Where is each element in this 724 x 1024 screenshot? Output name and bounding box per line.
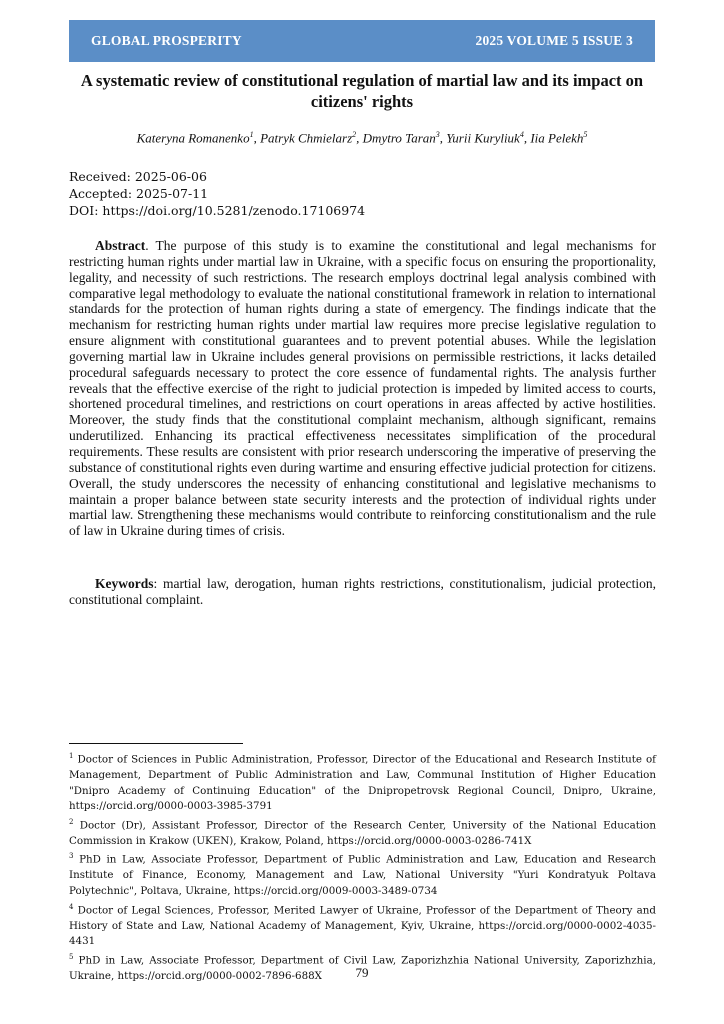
footnote-text: PhD in Law, Associate Professor, Department of Public Administration and Law, Education and Research Institute of Finance, Economy, Management and Law, National University "Yuri Kondratyuk Poltava Polytechnic", Poltava, Ukraine, https://orcid.org/0009-0003-3489-0734 xyxy=(69,853,656,898)
author-footnote-mark: 5 xyxy=(583,130,588,139)
footnote xyxy=(69,815,656,850)
footnote-text: PhD in Law, Associate Professor, Department of Civil Law, Zaporizhzhia National University, Zaporizhzhia, Ukraine, https://orcid.org/0000-0002-7896-688X xyxy=(69,954,656,982)
footnote xyxy=(69,900,656,950)
abstract-text: . The purpose of this study is to examine the constitutional and legal mechanisms for restricting human rights under martial law in Ukraine, with a specific focus on ensuring the proportionality, legality, and necessity of such restrictions. The research employs doctrinal legal analysis combined with comparative legal methodology to evaluate the national constitutional framework in relation to international standards for the protection of human rights during a state of emergency. The findings indicate that the mechanism for restricting human rights under martial law requires more precise legislative regulation to ensure alignment with constitutional guarantees and to prevent potential abuses. While the legislation governing martial law in Ukraine includes general provisions on permissible restrictions, it lacks detailed procedural safeguards necessary to protect the core essence of fundamental rights. The analysis further reveals that the effective exercise of the right to judicial protection is impeded by limited access to courts, shortened procedural timelines, and restrictions on court operations in areas affected by active hostilities. Moreover, the study finds that the constitutional complaint mechanism, although significant, remains underutilized. Enhancing its practical effectiveness necessitates simplification of the procedural requirements. These results are consistent with prior research underscoring the imperative of preserving the substance of constitutional rights even during wartime and ensuring effective judicial protection for citizens. Overall, the study underscores the necessity of enhancing constitutional and legislative mechanisms to maintain a proper balance between state security interests and the protection of individual rights under martial law. Strengthening these mechanisms would contribute to reinforcing constitutionalism and the rule of law in Ukraine during times of crisis. xyxy=(69,238,656,539)
footnotes xyxy=(69,749,656,984)
footnote-text: Doctor (Dr), Assistant Professor, Director of the Research Center, University of the National Education Commission in Krakow (UKEN), Krakow, Poland, https://orcid.org/0000-0003-0286-741X xyxy=(69,819,656,847)
author-name: Iia Pelekh xyxy=(530,130,584,146)
author-footnote-mark: 1 xyxy=(249,130,254,139)
footnote-mark: 5 xyxy=(69,952,74,961)
footnote-text: Doctor of Legal Sciences, Professor, Merited Lawyer of Ukraine, Professor of the Department of Theory and History of State and Law, National Academy of Management, Kyiv, Ukraine, https://orcid.org/0000-0002-4035-4431 xyxy=(69,904,656,948)
accepted-date: Accepted: 2025-07-11 xyxy=(69,186,209,201)
keywords-paragraph xyxy=(69,576,656,608)
author-name: Dmytro Taran xyxy=(362,130,436,146)
journal-name: GLOBAL PROSPERITY xyxy=(91,33,242,48)
keywords-text: : martial law, derogation, human rights restrictions, constitutionalism, judicial protection, constitutional complaint. xyxy=(69,576,656,607)
author-name: Kateryna Romanenko xyxy=(136,130,250,146)
author-footnote-mark: 2 xyxy=(352,130,357,139)
author-footnote-mark: 3 xyxy=(435,130,440,139)
footnote-mark: 4 xyxy=(69,902,74,911)
author-footnote-mark: 4 xyxy=(519,130,524,139)
footnote-separator xyxy=(69,743,243,744)
author-name: Yurii Kuryliuk xyxy=(446,130,520,146)
abstract-paragraph xyxy=(69,238,656,539)
journal-header-bar xyxy=(69,20,655,62)
page-number: 79 xyxy=(355,965,369,980)
footnote-mark: 3 xyxy=(69,852,74,861)
article-metadata xyxy=(69,168,655,219)
footnote xyxy=(69,749,656,815)
author-name: Patryk Chmielarz xyxy=(260,130,353,146)
footnote-mark: 2 xyxy=(69,817,74,826)
doi-link[interactable]: DOI: https://doi.org/10.5281/zenodo.17106974 xyxy=(69,203,366,218)
author-list: Kateryna Romanenko$^1$, Patryk Chmielarz$^2$, Dmytro Taran$^3$, Yurii Kuryliuk$^4$, Iia Pelekh$^5$ xyxy=(136,130,588,146)
received-date: Received: 2025-06-06 xyxy=(69,169,207,184)
keywords-label: Keywords xyxy=(95,576,154,591)
paper-title: A systematic review of constitutional regulation of martial law and its impact on citizens' rights xyxy=(80,71,644,111)
abstract-label: Abstract xyxy=(95,238,146,253)
footnote-mark: 1 xyxy=(69,752,74,760)
footnote xyxy=(69,849,656,899)
volume-issue: 2025 VOLUME 5 ISSUE 3 xyxy=(475,33,633,48)
footnote-text: Doctor of Sciences in Public Administration, Professor, Director of the Educational and Research Institute of Management, Department of Public Administration and Law, Communal Institution of Higher Education "Dnipro Academy of Continuing Education" of the Dnipropetrovsk Regional Council, Dnipro, Ukraine, https://orcid.org/0000-0003-3985-3791 xyxy=(69,753,656,813)
